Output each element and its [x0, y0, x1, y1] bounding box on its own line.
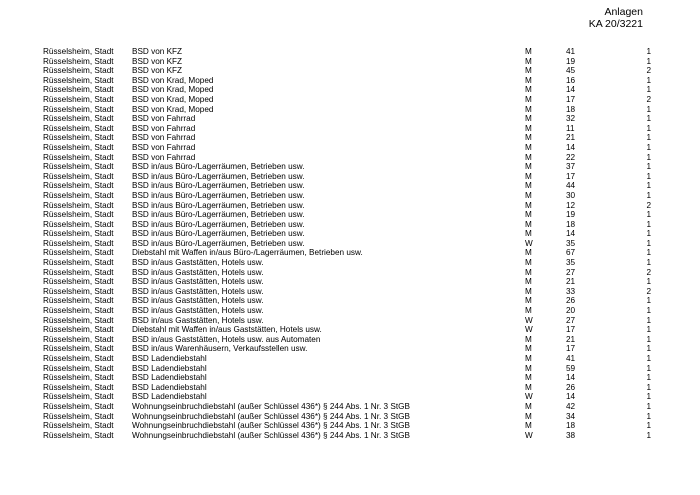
- table-row: [43, 210, 651, 220]
- cell-offense: Diebstahl mit Waffen in/aus Büro-/Lagerräumen, Betrieben usw.: [132, 248, 363, 258]
- cell-municipality: Rüsselsheim, Stadt: [43, 142, 114, 152]
- table-row: [43, 373, 651, 383]
- cell-sex: M: [525, 104, 532, 114]
- cell-sex: M: [525, 286, 532, 296]
- table-row: [43, 47, 651, 57]
- table-row: [43, 95, 651, 105]
- cell-offense: Diebstahl mit Waffen in/aus Gaststätten, Hotels usw.: [132, 325, 322, 335]
- cell-municipality: Rüsselsheim, Stadt: [43, 104, 114, 114]
- cell-municipality: Rüsselsheim, Stadt: [43, 344, 114, 354]
- cell-offense: BSD in/aus Gaststätten, Hotels usw.: [132, 258, 264, 268]
- cell-municipality: Rüsselsheim, Stadt: [43, 315, 114, 325]
- cell-municipality: Rüsselsheim, Stadt: [43, 56, 114, 66]
- cell-count: 1: [646, 306, 651, 316]
- document-header: [589, 6, 643, 30]
- cell-municipality: Rüsselsheim, Stadt: [43, 258, 114, 268]
- table-row: [43, 392, 651, 402]
- table-row: [43, 220, 651, 230]
- cell-offense: BSD in/aus Gaststätten, Hotels usw. aus Automaten: [132, 334, 321, 344]
- table-row: [43, 181, 651, 191]
- cell-municipality: Rüsselsheim, Stadt: [43, 373, 114, 383]
- cell-count: 1: [646, 296, 651, 306]
- cell-offense: BSD von KFZ: [132, 56, 183, 66]
- table-row: [43, 239, 651, 249]
- table-row: [43, 364, 651, 374]
- header-document-number: KA 20/3221: [588, 18, 643, 30]
- cell-municipality: Rüsselsheim, Stadt: [43, 411, 114, 421]
- cell-age: 30: [566, 190, 576, 200]
- cell-age: 38: [566, 430, 576, 440]
- cell-sex: M: [525, 401, 532, 411]
- table-row: [43, 191, 651, 201]
- cell-sex: M: [525, 47, 532, 56]
- cell-sex: M: [525, 190, 532, 200]
- cell-age: 22: [566, 152, 576, 162]
- cell-count: 1: [646, 56, 651, 66]
- table-row: [43, 57, 651, 67]
- cell-municipality: Rüsselsheim, Stadt: [43, 248, 114, 258]
- table-row: [43, 66, 651, 76]
- cell-municipality: Rüsselsheim, Stadt: [43, 114, 114, 124]
- cell-count: 1: [646, 190, 651, 200]
- cell-offense: BSD in/aus Gaststätten, Hotels usw.: [132, 296, 264, 306]
- table-row: [43, 316, 651, 326]
- cell-offense: BSD in/aus Büro-/Lagerräumen, Betrieben usw.: [132, 229, 305, 239]
- cell-sex: M: [525, 200, 532, 210]
- cell-municipality: Rüsselsheim, Stadt: [43, 267, 114, 277]
- cell-age: 26: [566, 382, 576, 392]
- cell-sex: M: [525, 56, 532, 66]
- cell-age: 41: [566, 47, 576, 56]
- table-row: [43, 229, 651, 239]
- cell-sex: M: [525, 229, 532, 239]
- table-row: [43, 172, 651, 182]
- cell-age: 33: [566, 286, 576, 296]
- cell-count: 1: [646, 363, 651, 373]
- cell-age: 27: [566, 267, 576, 277]
- cell-municipality: Rüsselsheim, Stadt: [43, 75, 114, 85]
- cell-sex: M: [525, 142, 532, 152]
- cell-count: 1: [646, 229, 651, 239]
- table-row: [43, 335, 651, 345]
- cell-municipality: Rüsselsheim, Stadt: [43, 47, 114, 56]
- cell-offense: BSD in/aus Büro-/Lagerräumen, Betrieben usw.: [132, 190, 305, 200]
- cell-count: 1: [646, 162, 651, 172]
- table-row: [43, 325, 651, 335]
- cell-offense: BSD in/aus Büro-/Lagerräumen, Betrieben usw.: [132, 219, 305, 229]
- cell-offense: BSD Ladendiebstahl: [132, 373, 207, 383]
- cell-sex: M: [525, 267, 532, 277]
- cell-sex: M: [525, 152, 532, 162]
- table-row: [43, 268, 651, 278]
- cell-offense: BSD in/aus Gaststätten, Hotels usw.: [132, 267, 264, 277]
- cell-age: 19: [566, 210, 576, 220]
- cell-count: 1: [646, 142, 651, 152]
- cell-offense: BSD in/aus Warenhäusern, Verkaufsstellen usw.: [132, 344, 308, 354]
- cell-offense: BSD von Krad, Moped: [132, 75, 214, 85]
- cell-count: 2: [646, 286, 651, 296]
- table-row: [43, 306, 651, 316]
- cell-municipality: Rüsselsheim, Stadt: [43, 354, 114, 363]
- cell-count: 1: [646, 325, 651, 335]
- cell-municipality: Rüsselsheim, Stadt: [43, 133, 114, 143]
- cell-offense: Wohnungseinbruchdiebstahl (außer Schlüssel 436*) § 244 Abs. 1 Nr. 3 StGB: [132, 401, 410, 411]
- cell-municipality: Rüsselsheim, Stadt: [43, 296, 114, 306]
- cell-age: 17: [566, 344, 576, 354]
- cell-sex: M: [525, 248, 532, 258]
- cell-age: 32: [566, 114, 576, 124]
- cell-age: 17: [566, 325, 576, 335]
- table-row: [43, 344, 651, 354]
- table-row: [43, 277, 651, 287]
- cell-offense: BSD von KFZ: [132, 47, 183, 56]
- cell-count: 1: [646, 315, 651, 325]
- cell-municipality: Rüsselsheim, Stadt: [43, 210, 114, 220]
- cell-count: 1: [646, 248, 651, 258]
- cell-age: 11: [566, 123, 575, 133]
- table-row: [43, 162, 651, 172]
- cell-count: 1: [646, 133, 651, 143]
- table-row: [43, 383, 651, 393]
- cell-offense: Wohnungseinbruchdiebstahl (außer Schlüssel 436*) § 244 Abs. 1 Nr. 3 StGB: [132, 421, 410, 431]
- cell-age: 67: [566, 248, 576, 258]
- cell-age: 45: [566, 66, 576, 76]
- table-row: [43, 412, 651, 422]
- cell-count: 1: [646, 238, 651, 248]
- cell-offense: BSD in/aus Büro-/Lagerräumen, Betrieben usw.: [132, 238, 305, 248]
- cell-age: 14: [566, 392, 576, 402]
- cell-sex: M: [525, 181, 532, 191]
- cell-count: 1: [646, 47, 651, 56]
- cell-offense: BSD in/aus Gaststätten, Hotels usw.: [132, 277, 264, 287]
- cell-age: 19: [566, 56, 576, 66]
- cell-offense: BSD in/aus Gaststätten, Hotels usw.: [132, 286, 264, 296]
- table-row: [43, 248, 651, 258]
- cell-municipality: Rüsselsheim, Stadt: [43, 238, 114, 248]
- cell-offense: BSD von Fahrrad: [132, 152, 196, 162]
- offense-table: [43, 47, 651, 440]
- cell-count: 1: [646, 382, 651, 392]
- offense-table-body: [43, 47, 651, 440]
- cell-offense: BSD in/aus Büro-/Lagerräumen, Betrieben usw.: [132, 162, 305, 172]
- cell-count: 1: [646, 344, 651, 354]
- cell-age: 59: [566, 363, 576, 373]
- cell-sex: M: [525, 334, 532, 344]
- cell-sex: M: [525, 94, 532, 104]
- cell-offense: Wohnungseinbruchdiebstahl (außer Schlüssel 436*) § 244 Abs. 1 Nr. 3 StGB: [132, 411, 410, 421]
- cell-municipality: Rüsselsheim, Stadt: [43, 229, 114, 239]
- cell-count: 1: [646, 75, 651, 85]
- cell-sex: M: [525, 75, 532, 85]
- cell-municipality: Rüsselsheim, Stadt: [43, 94, 114, 104]
- table-row: [43, 133, 651, 143]
- table-row: [43, 258, 651, 268]
- cell-municipality: Rüsselsheim, Stadt: [43, 306, 114, 316]
- header-annex-label: Anlagen: [604, 6, 643, 18]
- cell-municipality: Rüsselsheim, Stadt: [43, 286, 114, 296]
- table-row: [43, 354, 651, 364]
- cell-count: 1: [646, 114, 651, 124]
- cell-offense: BSD in/aus Büro-/Lagerräumen, Betrieben usw.: [132, 210, 305, 220]
- cell-sex: M: [525, 171, 532, 181]
- cell-sex: M: [525, 277, 532, 287]
- cell-age: 20: [566, 306, 576, 316]
- cell-count: 1: [646, 104, 651, 114]
- cell-sex: M: [525, 85, 532, 95]
- cell-municipality: Rüsselsheim, Stadt: [43, 200, 114, 210]
- cell-sex: W: [525, 315, 533, 325]
- cell-offense: BSD von Fahrrad: [132, 123, 196, 133]
- cell-count: 1: [646, 210, 651, 220]
- cell-age: 12: [566, 200, 576, 210]
- cell-age: 35: [566, 238, 576, 248]
- cell-age: 21: [566, 133, 576, 143]
- cell-age: 41: [566, 354, 576, 363]
- cell-age: 14: [566, 85, 576, 95]
- cell-sex: M: [525, 123, 532, 133]
- cell-count: 1: [646, 181, 651, 191]
- cell-municipality: Rüsselsheim, Stadt: [43, 392, 114, 402]
- cell-age: 34: [566, 411, 576, 421]
- cell-count: 1: [646, 219, 651, 229]
- cell-offense: BSD von Fahrrad: [132, 142, 196, 152]
- cell-age: 21: [566, 334, 576, 344]
- cell-sex: W: [525, 392, 533, 402]
- cell-sex: M: [525, 382, 532, 392]
- cell-municipality: Rüsselsheim, Stadt: [43, 85, 114, 95]
- cell-sex: M: [525, 162, 532, 172]
- cell-sex: M: [525, 354, 532, 363]
- cell-offense: BSD von KFZ: [132, 66, 183, 76]
- cell-count: 1: [646, 401, 651, 411]
- cell-offense: BSD in/aus Gaststätten, Hotels usw.: [132, 306, 264, 316]
- table-row: [43, 421, 651, 431]
- table-row: [43, 402, 651, 412]
- cell-offense: BSD von Fahrrad: [132, 114, 196, 124]
- cell-municipality: Rüsselsheim, Stadt: [43, 66, 114, 76]
- cell-count: 1: [646, 373, 651, 383]
- cell-offense: Wohnungseinbruchdiebstahl (außer Schlüssel 436*) § 244 Abs. 1 Nr. 3 StGB: [132, 430, 410, 440]
- cell-sex: W: [525, 238, 533, 248]
- table-row: [43, 296, 651, 306]
- cell-age: 35: [566, 258, 576, 268]
- cell-sex: M: [525, 373, 532, 383]
- cell-municipality: Rüsselsheim, Stadt: [43, 162, 114, 172]
- cell-sex: W: [525, 325, 533, 335]
- cell-offense: BSD von Fahrrad: [132, 133, 196, 143]
- table-row: [43, 201, 651, 211]
- cell-count: 1: [646, 411, 651, 421]
- cell-municipality: Rüsselsheim, Stadt: [43, 430, 114, 440]
- cell-municipality: Rüsselsheim, Stadt: [43, 171, 114, 181]
- cell-age: 26: [566, 296, 576, 306]
- cell-municipality: Rüsselsheim, Stadt: [43, 219, 114, 229]
- cell-sex: M: [525, 411, 532, 421]
- cell-municipality: Rüsselsheim, Stadt: [43, 401, 114, 411]
- table-row: [43, 153, 651, 163]
- table-row: [43, 105, 651, 115]
- cell-municipality: Rüsselsheim, Stadt: [43, 190, 114, 200]
- cell-offense: BSD in/aus Büro-/Lagerräumen, Betrieben usw.: [132, 181, 305, 191]
- cell-count: 1: [646, 123, 651, 133]
- cell-municipality: Rüsselsheim, Stadt: [43, 181, 114, 191]
- cell-offense: BSD in/aus Büro-/Lagerräumen, Betrieben usw.: [132, 171, 305, 181]
- cell-age: 37: [566, 162, 576, 172]
- cell-offense: BSD Ladendiebstahl: [132, 392, 207, 402]
- cell-offense: BSD Ladendiebstahl: [132, 382, 207, 392]
- cell-municipality: Rüsselsheim, Stadt: [43, 363, 114, 373]
- cell-age: 18: [566, 219, 576, 229]
- cell-age: 14: [566, 373, 576, 383]
- cell-sex: M: [525, 114, 532, 124]
- table-row: [43, 124, 651, 134]
- cell-age: 14: [566, 229, 576, 239]
- cell-municipality: Rüsselsheim, Stadt: [43, 123, 114, 133]
- cell-count: 1: [646, 430, 651, 440]
- cell-count: 1: [646, 277, 651, 287]
- cell-offense: BSD in/aus Gaststätten, Hotels usw.: [132, 315, 264, 325]
- cell-count: 2: [646, 94, 651, 104]
- cell-sex: M: [525, 296, 532, 306]
- cell-offense: BSD von Krad, Moped: [132, 104, 214, 114]
- table-row: [43, 114, 651, 124]
- cell-offense: BSD Ladendiebstahl: [132, 354, 207, 363]
- cell-sex: M: [525, 210, 532, 220]
- cell-sex: M: [525, 219, 532, 229]
- cell-offense: BSD in/aus Büro-/Lagerräumen, Betrieben usw.: [132, 200, 305, 210]
- cell-municipality: Rüsselsheim, Stadt: [43, 277, 114, 287]
- cell-sex: M: [525, 344, 532, 354]
- cell-age: 14: [566, 142, 576, 152]
- cell-count: 1: [646, 171, 651, 181]
- cell-offense: BSD von Krad, Moped: [132, 85, 214, 95]
- cell-age: 18: [566, 104, 576, 114]
- cell-count: 1: [646, 392, 651, 402]
- cell-count: 1: [646, 334, 651, 344]
- table-row: [43, 287, 651, 297]
- table-row: [43, 431, 651, 441]
- table-row: [43, 143, 651, 153]
- cell-municipality: Rüsselsheim, Stadt: [43, 382, 114, 392]
- cell-age: 17: [566, 171, 576, 181]
- cell-sex: M: [525, 421, 532, 431]
- table-row: [43, 85, 651, 95]
- cell-municipality: Rüsselsheim, Stadt: [43, 152, 114, 162]
- cell-age: 16: [566, 75, 576, 85]
- cell-age: 18: [566, 421, 576, 431]
- cell-count: 1: [646, 421, 651, 431]
- table-row: [43, 76, 651, 86]
- cell-age: 44: [566, 181, 576, 191]
- cell-sex: M: [525, 363, 532, 373]
- cell-age: 17: [566, 94, 576, 104]
- cell-age: 42: [566, 401, 576, 411]
- cell-count: 2: [646, 66, 651, 76]
- cell-sex: M: [525, 133, 532, 143]
- cell-count: 1: [646, 85, 651, 95]
- cell-municipality: Rüsselsheim, Stadt: [43, 325, 114, 335]
- cell-count: 2: [646, 267, 651, 277]
- cell-age: 27: [566, 315, 576, 325]
- cell-count: 1: [646, 152, 651, 162]
- cell-count: 1: [646, 354, 651, 363]
- cell-sex: M: [525, 306, 532, 316]
- cell-offense: BSD Ladendiebstahl: [132, 363, 207, 373]
- cell-sex: M: [525, 66, 532, 76]
- cell-municipality: Rüsselsheim, Stadt: [43, 421, 114, 431]
- cell-municipality: Rüsselsheim, Stadt: [43, 334, 114, 344]
- cell-count: 1: [646, 258, 651, 268]
- cell-offense: BSD von Krad, Moped: [132, 94, 214, 104]
- cell-sex: W: [525, 430, 533, 440]
- cell-count: 2: [646, 200, 651, 210]
- cell-age: 21: [566, 277, 576, 287]
- cell-sex: M: [525, 258, 532, 268]
